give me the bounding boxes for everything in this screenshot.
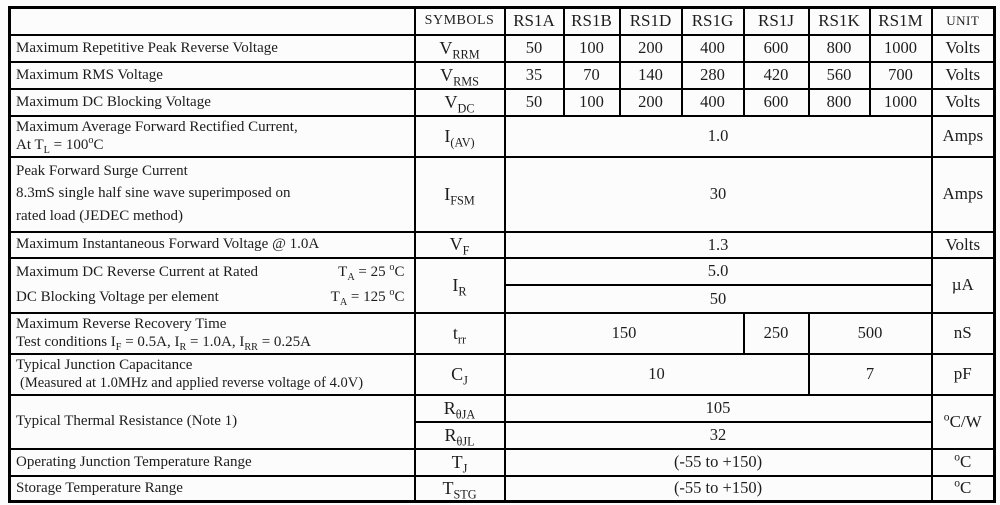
symbol-cell: $V_{RRM}$	[415, 35, 505, 62]
value-cell: 200	[620, 89, 682, 116]
unit-cell: µA	[932, 258, 995, 313]
param-cell: Maximum RMS Voltage	[10, 62, 415, 89]
value-cell: 5.0	[505, 258, 932, 286]
symbol-cell: $V_F$	[415, 232, 505, 258]
value-cell: 50	[505, 285, 932, 313]
row-ifsm	[10, 157, 995, 232]
row-iav	[10, 116, 995, 157]
symbols-column-header: SYMBOLS	[415, 8, 505, 35]
param-cell: Operating Junction Temperature Range	[10, 449, 415, 476]
value-cell: 50	[505, 35, 564, 62]
device-column-header: RS1J	[744, 8, 809, 35]
value-cell: (-55 to +150)	[505, 476, 932, 502]
param-line: Typical Junction Capacitance	[16, 356, 193, 373]
row-tstg	[10, 476, 995, 502]
param-line: Peak Forward Surge Current	[16, 162, 188, 179]
value-cell: 100	[564, 35, 620, 62]
value-cell: 400	[682, 35, 744, 62]
param-line: DC Blocking Voltage per element	[16, 289, 219, 305]
value-cell: 30	[505, 157, 932, 232]
value-cell: 70	[564, 62, 620, 89]
param-line: At $T_L = 100^oC$	[16, 134, 104, 156]
value-cell: 140	[620, 62, 682, 89]
value-cell: 10	[505, 354, 809, 395]
value-cell: 105	[505, 395, 932, 422]
device-column-header: RS1B	[564, 8, 620, 35]
device-column-header: RS1D	[620, 8, 682, 35]
maximum-ratings-table	[8, 6, 996, 503]
row-tj	[10, 449, 995, 476]
symbol-cell: $T_J$	[415, 449, 505, 476]
value-cell: 560	[809, 62, 870, 89]
value-cell: 1000	[870, 35, 932, 62]
unit-cell: Amps	[932, 157, 995, 232]
value-cell: 600	[744, 89, 809, 116]
param-cell: Typical Thermal Resistance (Note 1)	[10, 395, 415, 449]
value-cell: 150	[505, 313, 744, 354]
param-line: Maximum Average Forward Rectified Current,	[16, 118, 298, 135]
param-line: rated load (JEDEC method)	[16, 207, 184, 224]
value-cell: 800	[809, 35, 870, 62]
param-line: Maximum Reverse Recovery Time	[16, 315, 227, 332]
param-cell: Storage Temperature Range	[10, 476, 415, 502]
param-cell: Maximum Repetitive Peak Reverse Voltage	[10, 35, 415, 62]
param-cell	[10, 354, 415, 395]
row-vrms	[10, 62, 995, 89]
row-ir	[10, 258, 995, 286]
unit-cell: nS	[932, 313, 995, 354]
unit-cell: Volts	[932, 35, 995, 62]
unit-cell: Volts	[932, 89, 995, 116]
symbol-cell: $I_{(AV)}$	[415, 116, 505, 157]
value-cell: 100	[564, 89, 620, 116]
value-cell: 400	[682, 89, 744, 116]
symbol-cell: $t_{rr}$	[415, 313, 505, 354]
value-cell: 500	[809, 313, 932, 354]
device-column-header: RS1G	[682, 8, 744, 35]
value-cell: 420	[744, 62, 809, 89]
condition-text: $T_A = 25$ $^o$C	[338, 262, 405, 283]
device-column-header: RS1M	[870, 8, 932, 35]
value-cell: (-55 to +150)	[505, 449, 932, 476]
param-line: Maximum DC Reverse Current at Rated	[16, 264, 259, 280]
value-cell: 800	[809, 89, 870, 116]
param-cell	[10, 157, 415, 232]
unit-cell: $^o$C	[932, 476, 995, 502]
value-cell: 280	[682, 62, 744, 89]
value-cell: 7	[809, 354, 932, 395]
value-cell: 50	[505, 89, 564, 116]
condition-text: $T_A = 125$ $^o$C	[330, 287, 405, 308]
value-cell: 700	[870, 62, 932, 89]
value-cell: 200	[620, 35, 682, 62]
param-cell: Maximum DC Blocking Voltage	[10, 89, 415, 116]
unit-cell: Volts	[932, 232, 995, 258]
param-cell	[10, 313, 415, 354]
row-trr	[10, 313, 995, 354]
symbol-cell: $R_{\theta JL}$	[415, 422, 505, 449]
device-column-header: RS1K	[809, 8, 870, 35]
symbol-cell: $I_{FSM}$	[415, 157, 505, 232]
symbol-cell: $T_{STG}$	[415, 476, 505, 502]
row-rtheta	[10, 395, 995, 422]
value-cell: 35	[505, 62, 564, 89]
value-cell: 32	[505, 422, 932, 449]
value-cell: 1.0	[505, 116, 932, 157]
symbol-cell: $V_{RMS}$	[415, 62, 505, 89]
symbol-cell: $C_J$	[415, 354, 505, 395]
param-line: (Measured at 1.0MHz and applied reverse voltage of 4.0V)	[20, 374, 364, 391]
unit-cell: Volts	[932, 62, 995, 89]
row-cj	[10, 354, 995, 395]
row-vdc	[10, 89, 995, 116]
unit-cell: pF	[932, 354, 995, 395]
value-cell: 250	[744, 313, 809, 354]
param-line: Test conditions $I_F = 0.5A$, $I_R = 1.0A$, $I_{RR} = 0.25A$	[16, 333, 311, 353]
corner-cell	[10, 8, 415, 35]
param-cell: Maximum Instantaneous Forward Voltage @ 1.0A	[10, 232, 415, 258]
unit-cell: $^o$C	[932, 449, 995, 476]
value-cell: 1000	[870, 89, 932, 116]
value-cell: 600	[744, 35, 809, 62]
param-cell	[10, 258, 415, 313]
row-vf	[10, 232, 995, 258]
symbol-cell: $R_{\theta JA}$	[415, 395, 505, 422]
unit-cell: Amps	[932, 116, 995, 157]
param-line: 8.3mS single half sine wave superimposed on	[16, 185, 291, 201]
value-cell: 1.3	[505, 232, 932, 258]
unit-column-header: UNIT	[932, 8, 995, 35]
row-vrrm	[10, 35, 995, 62]
device-column-header: RS1A	[505, 8, 564, 35]
symbol-cell: $I_R$	[415, 258, 505, 313]
header-row	[10, 8, 995, 35]
symbol-cell: $V_{DC}$	[415, 89, 505, 116]
param-cell	[10, 116, 415, 157]
unit-cell: $^o$C/W	[932, 395, 995, 449]
